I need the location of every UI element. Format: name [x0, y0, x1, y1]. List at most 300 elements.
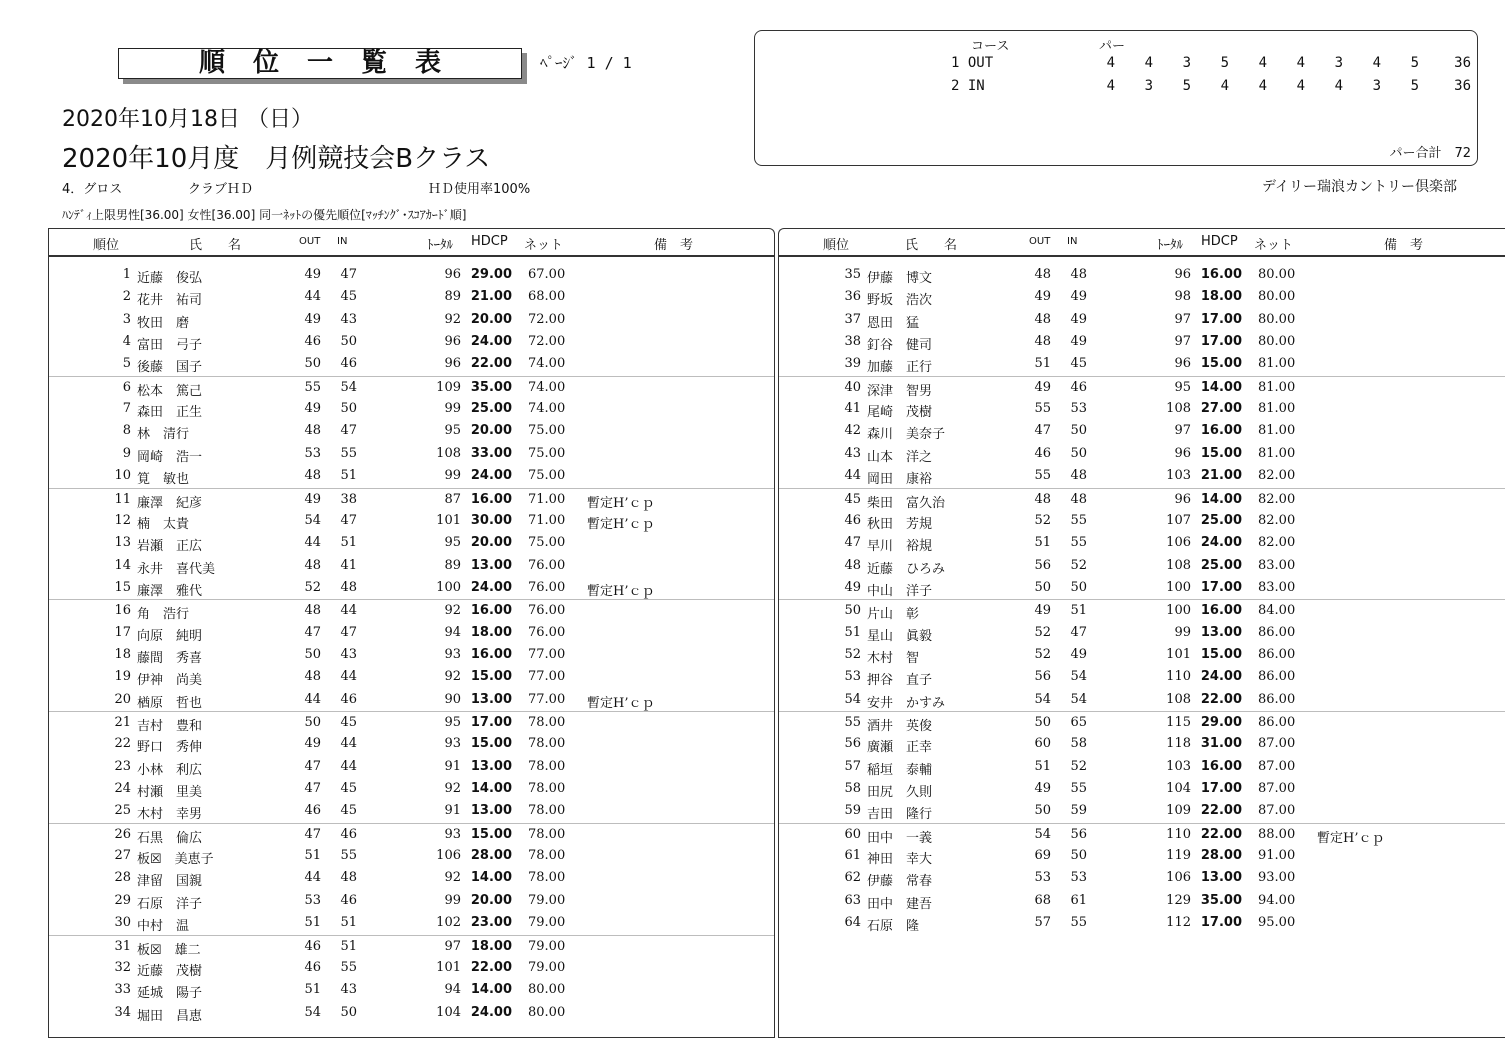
cell-out: 48 [1034, 334, 1051, 350]
cell-rank: 26 [114, 826, 131, 842]
cell-in: 53 [1070, 870, 1087, 886]
cell-rank: 50 [844, 603, 861, 619]
cell-total: 99 [444, 468, 461, 484]
cell-name: 釘谷 健司 [867, 338, 933, 354]
cell-net: 95.00 [1258, 915, 1296, 931]
cell-net: 78.00 [528, 826, 566, 842]
cell-rank: 37 [844, 311, 861, 327]
cell-hdcp: 24.00 [470, 1004, 512, 1020]
cell-in: 52 [1070, 557, 1087, 573]
cell-total: 97 [444, 938, 461, 954]
cell-net: 81.00 [1258, 356, 1296, 372]
table-row [779, 510, 1505, 532]
cell-net: 83.00 [1258, 579, 1296, 595]
course-hole-par: 5 [1220, 55, 1229, 71]
table-row [49, 532, 774, 554]
table-row [779, 331, 1505, 353]
cell-net: 75.00 [528, 468, 566, 484]
cell-name: 柴田 富久治 [867, 495, 946, 511]
cell-in: 55 [340, 445, 357, 461]
cell-out: 54 [1034, 826, 1051, 842]
table-row [49, 309, 774, 331]
cell-rank: 42 [844, 423, 861, 439]
cell-net: 80.00 [528, 982, 566, 998]
cell-out: 68 [1034, 892, 1051, 908]
cell-net: 86.00 [1258, 646, 1296, 662]
cell-out: 55 [304, 379, 321, 395]
cell-name: 近藤 茂樹 [137, 963, 203, 979]
cell-hdcp: 21.00 [470, 289, 512, 305]
cell-rank: 16 [114, 603, 131, 619]
cell-rank: 60 [844, 826, 861, 842]
table-row [49, 353, 774, 375]
cell-note: 暫定H’ｃｐ [587, 495, 655, 511]
cell-total: 96 [1174, 445, 1191, 461]
cell-hdcp: 17.00 [1200, 915, 1242, 931]
cell-name: 花井 祐司 [137, 293, 203, 309]
cell-rank: 53 [844, 669, 861, 685]
cell-in: 44 [340, 669, 357, 685]
cell-net: 76.00 [528, 603, 566, 619]
cell-name: 永井 喜代美 [137, 561, 216, 577]
event-date: 2020年10月18日 （日） [62, 107, 313, 132]
table-row [49, 733, 774, 755]
cell-in: 50 [1070, 848, 1087, 864]
table-row [49, 555, 774, 577]
cell-total: 104 [436, 1004, 461, 1020]
cell-hdcp: 28.00 [1200, 848, 1242, 864]
cell-rank: 51 [844, 624, 861, 640]
cell-name: 藤間 秀喜 [137, 650, 203, 666]
cell-total: 95 [444, 423, 461, 439]
cell-in: 49 [1070, 646, 1087, 662]
course-row [755, 78, 1479, 98]
cell-in: 47 [1070, 624, 1087, 640]
cell-hdcp: 24.00 [1200, 535, 1242, 551]
col-name: 氏 名 [905, 238, 958, 253]
cell-hdcp: 21.00 [1200, 468, 1242, 484]
cell-in: 46 [340, 892, 357, 908]
cell-name: 秋田 芳規 [867, 516, 933, 532]
cell-net: 75.00 [528, 445, 566, 461]
cell-hdcp: 13.00 [470, 557, 512, 573]
cell-net: 78.00 [528, 870, 566, 886]
cell-total: 119 [1166, 848, 1191, 864]
cell-out: 49 [304, 311, 321, 327]
cell-name: 押谷 直子 [867, 673, 933, 689]
cell-hdcp: 35.00 [470, 379, 512, 395]
cell-total: 95 [444, 715, 461, 730]
cell-in: 45 [340, 289, 357, 305]
cell-total: 93 [444, 646, 461, 662]
table-row [49, 577, 774, 599]
cell-name: 野坂 浩次 [867, 293, 933, 309]
cell-out: 46 [1034, 445, 1051, 461]
cell-total: 90 [444, 691, 461, 707]
table-row [49, 510, 774, 532]
cell-in: 55 [1070, 535, 1087, 551]
cell-net: 80.00 [1258, 334, 1296, 350]
cell-out: 46 [304, 959, 321, 975]
cell-out: 47 [1034, 423, 1051, 439]
cell-rank: 24 [114, 781, 131, 797]
cell-rank: 52 [844, 646, 861, 662]
table-row [779, 577, 1505, 599]
table-row [779, 353, 1505, 375]
cell-hdcp: 17.00 [1200, 579, 1242, 595]
cell-hdcp: 15.00 [470, 826, 512, 842]
cell-total: 107 [1166, 512, 1191, 528]
cell-out: 49 [304, 736, 321, 752]
table-row [49, 622, 774, 644]
cell-in: 46 [340, 826, 357, 842]
cell-net: 78.00 [528, 848, 566, 864]
cell-name: 堀田 昌恵 [137, 1008, 203, 1024]
cell-out: 49 [304, 491, 321, 507]
cell-hdcp: 24.00 [1200, 669, 1242, 685]
cell-in: 43 [340, 646, 357, 662]
table-row [779, 622, 1505, 644]
cell-net: 68.00 [528, 289, 566, 305]
col-rank: 順位 [823, 238, 850, 253]
cell-out: 48 [1034, 311, 1051, 327]
cell-in: 53 [1070, 401, 1087, 417]
cell-hdcp: 18.00 [1200, 289, 1242, 305]
cell-out: 50 [1034, 579, 1051, 595]
cell-out: 50 [304, 715, 321, 730]
cell-rank: 3 [122, 311, 131, 327]
cell-total: 118 [1166, 736, 1191, 752]
cell-net: 79.00 [528, 938, 566, 954]
cell-rank: 33 [114, 982, 131, 998]
table-row [779, 264, 1505, 286]
table-row [779, 666, 1505, 688]
cell-net: 94.00 [1258, 892, 1296, 908]
cell-in: 54 [1070, 669, 1087, 685]
cell-total: 94 [444, 624, 461, 640]
cell-total: 91 [444, 803, 461, 819]
cell-net: 80.00 [1258, 267, 1296, 282]
cell-rank: 61 [844, 848, 861, 864]
cell-hdcp: 30.00 [470, 512, 512, 528]
cell-hdcp: 20.00 [470, 892, 512, 908]
cell-rank: 19 [114, 669, 131, 685]
table-row [49, 756, 774, 778]
cell-rank: 41 [844, 401, 861, 417]
cell-name: 石原 隆 [867, 919, 920, 935]
page-title: 順位一覧表 [118, 48, 522, 79]
cell-out: 44 [304, 535, 321, 551]
cell-out: 49 [1034, 603, 1051, 619]
cell-hdcp: 14.00 [470, 870, 512, 886]
cell-in: 58 [1070, 736, 1087, 752]
cell-rank: 27 [114, 848, 131, 864]
cell-net: 67.00 [528, 267, 566, 282]
cell-net: 87.00 [1258, 803, 1296, 819]
cell-in: 44 [340, 758, 357, 774]
cell-hdcp: 23.00 [470, 915, 512, 931]
table-row [779, 845, 1505, 867]
cell-in: 55 [340, 959, 357, 975]
cell-net: 79.00 [528, 959, 566, 975]
cell-in: 49 [1070, 289, 1087, 305]
cell-in: 47 [340, 267, 357, 282]
cell-name: 稲垣 泰輔 [867, 762, 933, 778]
cell-in: 45 [340, 781, 357, 797]
cell-hdcp: 14.00 [470, 982, 512, 998]
cell-net: 72.00 [528, 334, 566, 350]
cell-rank: 15 [114, 579, 131, 595]
cell-total: 99 [1174, 624, 1191, 640]
cell-total: 89 [444, 557, 461, 573]
cell-name: 廉澤 紀彦 [137, 495, 203, 511]
cell-rank: 14 [114, 557, 131, 573]
cell-total: 96 [444, 334, 461, 350]
cell-total: 98 [1174, 289, 1191, 305]
cell-name: 角 浩行 [137, 607, 190, 623]
table-row [49, 666, 774, 688]
table-row [49, 957, 774, 979]
cell-rank: 46 [844, 512, 861, 528]
col-hdcp: HDCP [471, 234, 508, 249]
cell-total: 108 [1166, 557, 1191, 573]
table-row [779, 711, 1505, 733]
cell-hdcp: 15.00 [1200, 445, 1242, 461]
cell-out: 46 [304, 803, 321, 819]
cell-in: 55 [1070, 915, 1087, 931]
cell-net: 83.00 [1258, 557, 1296, 573]
cell-in: 59 [1070, 803, 1087, 819]
cell-total: 103 [1166, 758, 1191, 774]
cell-in: 47 [340, 624, 357, 640]
table-row [779, 443, 1505, 465]
cell-name: 林 清行 [137, 427, 190, 443]
cell-note: 暫定H’ｃｐ [587, 516, 655, 532]
cell-out: 56 [1034, 669, 1051, 685]
cell-out: 47 [304, 758, 321, 774]
cell-net: 80.00 [1258, 311, 1296, 327]
cell-in: 61 [1070, 892, 1087, 908]
col-remarks: 備 考 [1384, 238, 1424, 253]
cell-name: 深津 智男 [867, 383, 933, 399]
cell-name: 尾崎 茂樹 [867, 405, 933, 421]
results-header-left [49, 229, 774, 257]
cell-in: 45 [1070, 356, 1087, 372]
table-row [49, 1002, 774, 1024]
cell-total: 96 [1174, 491, 1191, 507]
cell-net: 74.00 [528, 356, 566, 372]
cell-total: 93 [444, 826, 461, 842]
cell-hdcp: 22.00 [470, 959, 512, 975]
cell-hdcp: 14.00 [1200, 379, 1242, 395]
cell-name: 松本 篤己 [137, 383, 203, 399]
col-in: IN [1067, 236, 1078, 247]
cell-name: 岡崎 浩一 [137, 449, 203, 465]
cell-name: 楢原 哲也 [137, 695, 203, 711]
cell-rank: 5 [122, 356, 131, 372]
cell-total: 87 [444, 491, 461, 507]
cell-rank: 56 [844, 736, 861, 752]
course-par-sum: 36 [1454, 55, 1471, 71]
cell-net: 79.00 [528, 892, 566, 908]
table-row [49, 331, 774, 353]
cell-hdcp: 29.00 [470, 267, 512, 282]
cell-total: 96 [1174, 356, 1191, 372]
cell-total: 97 [1174, 334, 1191, 350]
cell-out: 52 [1034, 624, 1051, 640]
cell-rank: 44 [844, 468, 861, 484]
cell-net: 76.00 [528, 624, 566, 640]
cell-net: 71.00 [528, 512, 566, 528]
table-row [49, 778, 774, 800]
cell-hdcp: 16.00 [1200, 758, 1242, 774]
cell-total: 109 [1166, 803, 1191, 819]
cell-total: 89 [444, 289, 461, 305]
cell-in: 56 [1070, 826, 1087, 842]
cell-name: 酒井 英俊 [867, 719, 933, 734]
cell-hdcp: 13.00 [470, 691, 512, 707]
cell-in: 54 [340, 379, 357, 395]
cell-total: 110 [1166, 826, 1191, 842]
cell-out: 48 [304, 669, 321, 685]
course-hole-par: 5 [1410, 55, 1419, 71]
course-hole-par: 4 [1106, 55, 1115, 71]
cell-in: 43 [340, 311, 357, 327]
cell-in: 41 [340, 557, 357, 573]
table-row [49, 644, 774, 666]
table-row [49, 599, 774, 621]
cell-hdcp: 29.00 [1200, 715, 1242, 730]
cell-total: 103 [1166, 468, 1191, 484]
table-row [779, 488, 1505, 510]
cell-rank: 64 [844, 915, 861, 931]
cell-name: 野口 秀伸 [137, 740, 203, 756]
table-row [49, 711, 774, 733]
cell-net: 82.00 [1258, 535, 1296, 551]
cell-net: 76.00 [528, 557, 566, 573]
table-row [779, 286, 1505, 308]
cell-note: 暫定H’ｃｐ [1317, 830, 1385, 846]
cell-rank: 62 [844, 870, 861, 886]
cell-out: 47 [304, 624, 321, 640]
course-hole-par: 4 [1372, 55, 1381, 71]
cell-name: 石原 洋子 [137, 896, 203, 912]
cell-out: 57 [1034, 915, 1051, 931]
cell-total: 92 [444, 311, 461, 327]
cell-hdcp: 22.00 [1200, 691, 1242, 707]
cell-hdcp: 35.00 [1200, 892, 1242, 908]
course-hole-par: 5 [1182, 78, 1191, 94]
cell-rank: 9 [122, 445, 131, 461]
cell-in: 47 [340, 512, 357, 528]
cell-total: 97 [1174, 423, 1191, 439]
cell-total: 96 [444, 356, 461, 372]
cell-hdcp: 27.00 [1200, 401, 1242, 417]
table-row [779, 689, 1505, 711]
cell-hdcp: 14.00 [1200, 491, 1242, 507]
cell-net: 71.00 [528, 491, 566, 507]
cell-total: 110 [1166, 669, 1191, 685]
course-hole-par: 4 [1144, 55, 1153, 71]
cell-total: 92 [444, 603, 461, 619]
cell-hdcp: 25.00 [1200, 512, 1242, 528]
cell-in: 55 [1070, 781, 1087, 797]
cell-name: 恩田 猛 [867, 315, 920, 331]
cell-rank: 10 [114, 468, 131, 484]
cell-net: 82.00 [1258, 468, 1296, 484]
cell-hdcp: 17.00 [1200, 781, 1242, 797]
cell-total: 100 [1166, 579, 1191, 595]
cell-rank: 39 [844, 356, 861, 372]
course-name: 1 OUT [951, 55, 994, 71]
cell-hdcp: 25.00 [1200, 557, 1242, 573]
cell-out: 52 [304, 579, 321, 595]
table-row [49, 420, 774, 442]
cell-total: 95 [444, 535, 461, 551]
course-hole-par: 3 [1372, 78, 1381, 94]
cell-hdcp: 13.00 [470, 803, 512, 819]
table-row [49, 465, 774, 487]
table-row [779, 644, 1505, 666]
cell-name: 廉澤 雅代 [137, 583, 203, 599]
cell-total: 99 [444, 892, 461, 908]
cell-name: 吉村 豊和 [137, 719, 203, 734]
cell-name: 田尻 久則 [867, 785, 933, 801]
course-hole-par: 3 [1144, 78, 1153, 94]
cell-out: 51 [304, 915, 321, 931]
course-hole-par: 5 [1410, 78, 1419, 94]
cell-in: 45 [340, 803, 357, 819]
cell-total: 115 [1166, 715, 1191, 730]
cell-name: 田中 建吾 [867, 896, 933, 912]
col-net: ネット [1254, 238, 1294, 253]
table-row [779, 756, 1505, 778]
table-row [779, 733, 1505, 755]
cell-hdcp: 28.00 [470, 848, 512, 864]
course-name: 2 IN [951, 78, 985, 94]
cell-name: 伊神 尚美 [137, 673, 203, 689]
cell-net: 87.00 [1258, 736, 1296, 752]
cell-name: 伊藤 常春 [867, 874, 933, 890]
cell-total: 96 [1174, 267, 1191, 282]
cell-out: 50 [1034, 715, 1051, 730]
table-row [49, 800, 774, 822]
course-hole-par: 4 [1220, 78, 1229, 94]
cell-name: 延城 陽子 [137, 986, 203, 1002]
cell-name: 神田 幸大 [867, 852, 933, 868]
cell-hdcp: 16.00 [470, 491, 512, 507]
cell-rank: 45 [844, 491, 861, 507]
cell-hdcp: 22.00 [1200, 826, 1242, 842]
cell-net: 86.00 [1258, 669, 1296, 685]
cell-in: 38 [340, 491, 357, 507]
table-row [49, 689, 774, 711]
cell-out: 51 [1034, 356, 1051, 372]
cell-hdcp: 14.00 [470, 781, 512, 797]
cell-rank: 25 [114, 803, 131, 819]
cell-rank: 1 [122, 267, 131, 282]
table-row [49, 286, 774, 308]
col-hdcp: HDCP [1201, 234, 1238, 249]
cell-out: 51 [1034, 535, 1051, 551]
table-row [49, 845, 774, 867]
col-rank: 順位 [93, 238, 120, 253]
cell-rank: 58 [844, 781, 861, 797]
cell-name: 村瀬 里美 [137, 785, 203, 801]
table-row [779, 800, 1505, 822]
cell-net: 93.00 [1258, 870, 1296, 886]
cell-net: 91.00 [1258, 848, 1296, 864]
